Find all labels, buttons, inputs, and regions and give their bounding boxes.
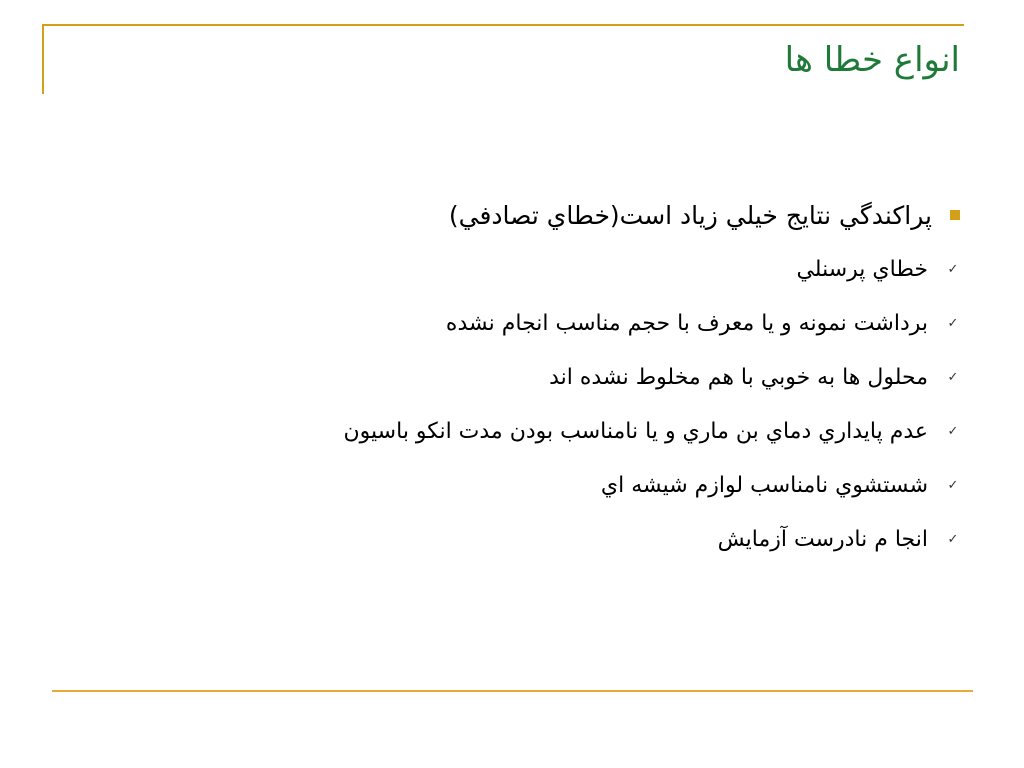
- frame-bottom-line: [52, 690, 973, 692]
- list-item: [80, 512, 960, 566]
- sub-bullet-list: [80, 242, 960, 566]
- frame-top-line: [42, 24, 964, 26]
- check-icon: ✓: [947, 423, 959, 439]
- list-item: [80, 458, 960, 512]
- main-bullet-text: پراكندگي نتايج خيلي زياد است(خطاي تصادفي): [448, 200, 932, 230]
- check-icon: ✓: [947, 369, 959, 385]
- list-item: [80, 296, 960, 350]
- slide-title: انواع خطا ها: [784, 40, 960, 80]
- list-item: [80, 350, 960, 404]
- main-bullet: [80, 190, 960, 240]
- sub-bullet-text: محلول ها به خوبي با هم مخلوط نشده اند: [549, 364, 928, 390]
- check-icon: ✓: [947, 315, 959, 331]
- sub-bullet-text: انجا م نادرست آزمايش: [717, 526, 928, 552]
- check-icon: ✓: [947, 531, 959, 547]
- frame-left-line: [42, 24, 44, 94]
- sub-bullet-text: برداشت نمونه و يا معرف با حجم مناسب انجام نشده: [445, 310, 928, 336]
- list-item: [80, 404, 960, 458]
- check-icon: ✓: [947, 477, 959, 493]
- sub-bullet-text: شستشوي نامناسب لوازم شيشه اي: [600, 472, 928, 498]
- sub-bullet-text: خطاي پرسنلي: [796, 256, 928, 282]
- sub-bullet-text: عدم پايداري دماي بن ماري و يا نامناسب بودن مدت انكو باسيون: [343, 418, 928, 444]
- square-bullet-icon: [950, 210, 960, 220]
- slide-content: [80, 190, 960, 566]
- check-icon: ✓: [947, 261, 959, 277]
- list-item: [80, 242, 960, 296]
